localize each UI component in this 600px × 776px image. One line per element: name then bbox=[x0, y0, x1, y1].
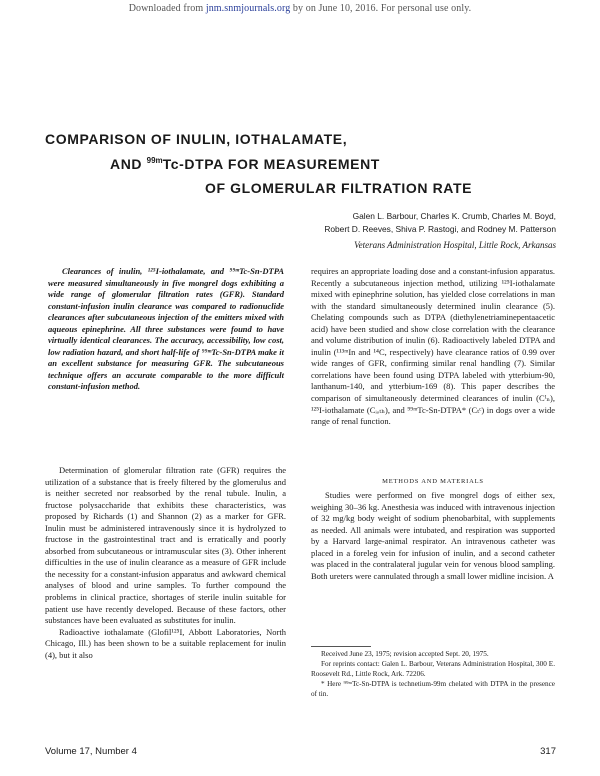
introduction-column bbox=[45, 465, 286, 661]
intro-continuation: requires an appropriate loading dose and a constant-infusion apparatus. Recently a subcutaneous injection method, utilizing ¹²⁵I-iothalamate mixed with epinephrine solution, has yielded close correlations in man with the standard simultaneously determined inulin clearance (5). Chelating compounds such as DTPA (diethylenetriaminepentaacetic acid) have been studied and show close correlation with the clearance and volume distribution of inulin (6). Radioactively labeled DTPA and inulin (¹¹³ᵐIn and ¹⁴C, respectively) have clearance ratios of 0.99 over wide ranges of GFR, confirming similar renal handling (7). Similar correlations have been found using DTPA labeled with ytterbium-90, lanthanum-140, and ytterbium-169 (8). This paper describes the comparison of simultaneously determined clearances of inulin (Cᴵₙ), ¹²⁵I-iothalamate (Cᵢₒₜₕ), and ⁹⁹ᵐTc-Sn-DTPA* (Cₜᶜ) in dogs over a wide range of renal function. bbox=[311, 266, 555, 427]
footnotes bbox=[311, 650, 555, 700]
title-line-3: OF GLOMERULAR FILTRATION RATE bbox=[205, 180, 473, 196]
intro-paragraph-2: Radioactive iothalamate (Glofil¹²⁵I, Abbott Laboratories, North Chicago, Ill.) has been shown to be a suitable replacement for inulin (4), but it also bbox=[45, 626, 286, 660]
authors-line-1: Galen L. Barbour, Charles K. Crumb, Charles M. Boyd, bbox=[352, 211, 556, 221]
title-line-1: COMPARISON OF INULIN, IOTHALAMATE, bbox=[45, 131, 348, 147]
methods-heading: METHODS AND MATERIALS bbox=[382, 478, 484, 485]
methods-column bbox=[311, 490, 555, 582]
affiliation: Veterans Administration Hospital, Little Rock, Arkansas bbox=[354, 240, 556, 250]
title-line-2-post: Tc-DTPA FOR MEASUREMENT bbox=[162, 156, 380, 172]
download-notice bbox=[0, 3, 600, 14]
authors-line-2: Robert D. Reeves, Shiva P. Rastogi, and Rodney M. Patterson bbox=[324, 224, 556, 234]
methods-paragraph: Studies were performed on five mongrel dogs of either sex, weighing 30–36 kg. Anesthesia was induced with intravenous injection of 32 mg/kg body weight of sodium phenobarbital, with supplements as needed. All animals were intubated, and respiration was supported by a Harvard large-animal respirator. An intravenous catheter was placed in a foreleg vein for infusion of inulin, and a second catheter was placed in the contralateral jugular vein for venous blood sampling. Both ureters were cannulated through a small lower midline incision. A bbox=[311, 490, 555, 581]
abstract bbox=[48, 266, 284, 393]
journal-link[interactable]: jnm.snmjournals.org bbox=[205, 3, 291, 14]
page-number: 317 bbox=[540, 746, 556, 757]
download-notice-prefix: Downloaded from bbox=[128, 3, 206, 14]
footnote-divider bbox=[311, 646, 371, 647]
reprints-note: For reprints contact: Galen L. Barbour, Veterans Administration Hospital, 300 E. Roosevelt Rd., Little Rock, Ark. 72206. bbox=[311, 660, 555, 678]
abstract-text: Clearances of inulin, ¹²⁵I-iothalamate, and ⁹⁹ᵐTc-Sn-DTPA were measured simultaneously in five mongrel dogs exhibiting a wide range of glomerular filtration rates (GFR). Standard constant-infusion inulin clearance was compared to radionuclide clearances after subcutaneous injection of the emitters mixed with aqueous epinephrine. All three substances were found to have virtually identical clearances. The accuracy, accessibility, low cost, low radiation hazard, and short half-life of ⁹⁹ᵐTc-Sn-DTPA make it an excellent substance for measuring GFR. The subcutaneous technique offers an accurate comparable to the more difficult constant-infusion method. bbox=[48, 266, 284, 392]
title-line-2-pre: AND bbox=[110, 156, 147, 172]
intro-paragraph-1: Determination of glomerular filtration rate (GFR) requires the utilization of a substance that is freely filtered by the glomerulus and is neither secreted nor reabsorbed by the renal tubule. Inulin, a fructose polysaccharide that exhibits these characteristics, was proposed by Richards (1) and Shannon (2) as a marker for GFR. Inulin must be administered intravenously since it is hydrolyzed to fructose in the gastrointestinal tract and is erratically and poorly absorbed from subcutaneous or intramuscular sites (3). Other inherent difficulties in the use of inulin clearance as a measure of GFR include the necessity for a constant-infusion apparatus and awkward chemical analyses of blood and urine samples. To further compound the problems in clinical practice, shortages of sterile inulin suitable for patient use have recently developed. Because of these factors, other substances have been evaluated as substitutes for inulin. bbox=[45, 465, 286, 626]
received-note: Received June 23, 1975; revision accepted Sept. 20, 1975. bbox=[321, 650, 489, 658]
download-notice-suffix: by on June 10, 2016. For personal use only. bbox=[290, 3, 472, 14]
journal-volume: Volume 17, Number 4 bbox=[45, 746, 137, 757]
dtpa-footnote: * Here ⁹⁹ᵐTc-Sn-DTPA is technetium-99m chelated with DTPA in the presence of tin. bbox=[311, 680, 555, 698]
title-isotope-superscript: 99m bbox=[146, 156, 163, 165]
right-column-intro bbox=[311, 266, 555, 428]
title-line-2 bbox=[110, 156, 380, 172]
